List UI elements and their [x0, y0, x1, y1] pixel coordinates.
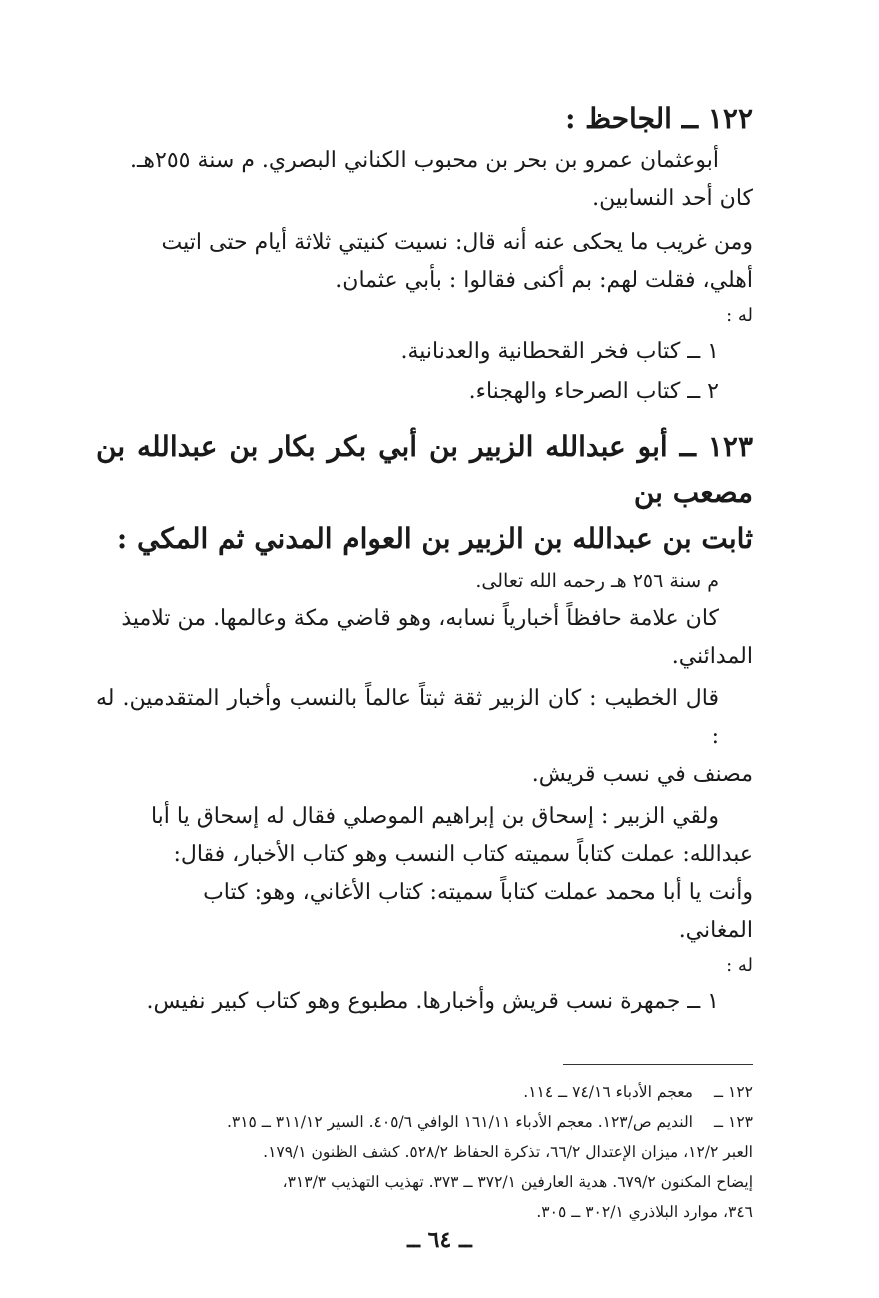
footnote-text: معجم الأدباء ٧٤/١٦ ــ ١١٤.: [523, 1083, 693, 1101]
entry-123-line: عبدالله: عملت كتاباً سميته كتاب النسب وهو كتاب الأخبار، فقال:: [173, 842, 753, 867]
entry-123-line: كان علامة حافظاً أخبارياً نسابه، وهو قاضي مكة وعالمها. من تلاميذ: [121, 606, 719, 631]
footnote-122: [96, 1077, 753, 1107]
footnote-123-cont: [96, 1197, 753, 1227]
entry-122: [96, 96, 753, 412]
entry-123-title: ثابت بن عبدالله بن الزبير بن العوام المدني ثم المكي :: [116, 522, 753, 555]
page-number: ــ ٦٤ ــ: [407, 1227, 472, 1253]
footnote-separator: [563, 1064, 753, 1065]
footnote-123: [96, 1107, 753, 1137]
footnote-text: النديم ص/١٢٣. معجم الأدباء ١٦١/١١ الوافي ٤٠٥/٦. السير ٣١١/١٢ ــ ٣١٥.: [226, 1113, 693, 1131]
entry-122-line: أبوعثمان عمرو بن بحر بن محبوب الكناني البصري. م سنة ٢٥٥هـ.: [129, 148, 719, 173]
entry-122-work: ١ ــ كتاب فخر القحطانية والعدنانية.: [400, 339, 719, 364]
footnote-number: ١٢٣ ــ: [714, 1113, 753, 1131]
entry-123-line: قال الخطيب : كان الزبير ثقة ثبتاً عالماً بالنسب وأخبار المتقدمين. له :: [96, 686, 719, 749]
footnote-number: ١٢٢ ــ: [714, 1083, 753, 1101]
footnote-text: العبر ١٢/٢، ميزان الإعتدال ٦٦/٢، تذكرة الحفاظ ٥٢٨/٢. كشف الظنون ١٧٩/١.: [263, 1143, 753, 1161]
entry-123-line: المدائني.: [671, 644, 753, 669]
footnote-text: ٣٤٦، موارد البلاذري ٣٠٢/١ ــ ٣٠٥.: [536, 1203, 753, 1221]
entry-123-line: ولقي الزبير : إسحاق بن إبراهيم الموصلي فقال له إسحاق يا أبا: [150, 804, 719, 829]
entry-123-title: ١٢٣ ــ أبو عبدالله الزبير بن أبي بكر بكار بن عبدالله بن مصعب بن: [96, 430, 753, 509]
entry-122-line: له :: [726, 305, 753, 326]
footnote-123-cont: [96, 1137, 753, 1167]
footnote-123-cont: [96, 1167, 753, 1197]
entry-123-line: مصنف في نسب قريش.: [531, 762, 753, 787]
entry-123-line: م سنة ٢٥٦ هـ رحمه الله تعالى.: [475, 570, 719, 592]
entry-122-work: ٢ ــ كتاب الصرحاء والهجناء.: [468, 379, 719, 404]
footnote-text: إيضاح المكنون ٦٧٩/٢. هدية العارفين ٣٧٢/١ ــ ٣٧٣. تهذيب التهذيب ٣١٣/٣،: [282, 1173, 753, 1191]
entry-123-line: وأنت يا أبا محمد عملت كتاباً سميته: كتاب الأغاني، وهو: كتاب: [203, 880, 753, 905]
footnotes: [96, 1077, 753, 1227]
entry-122-line: أهلي، فقلت لهم: بم أكنى فقالوا : بأبي عثمان.: [335, 268, 753, 293]
entry-123-line: له :: [726, 955, 753, 976]
entry-123: [96, 424, 753, 1022]
entry-122-line: ومن غريب ما يحكى عنه أنه قال: نسيت كنيتي ثلاثة أيام حتى اتيت: [161, 230, 753, 255]
entry-123-work: ١ ــ جمهرة نسب قريش وأخبارها. مطبوع وهو كتاب كبير نفيس.: [146, 989, 719, 1014]
entry-122-title: ١٢٢ ــ الجاحظ :: [565, 102, 753, 135]
entry-122-line: كان أحد النسابين.: [592, 186, 753, 211]
entry-123-line: المغاني.: [678, 918, 753, 943]
